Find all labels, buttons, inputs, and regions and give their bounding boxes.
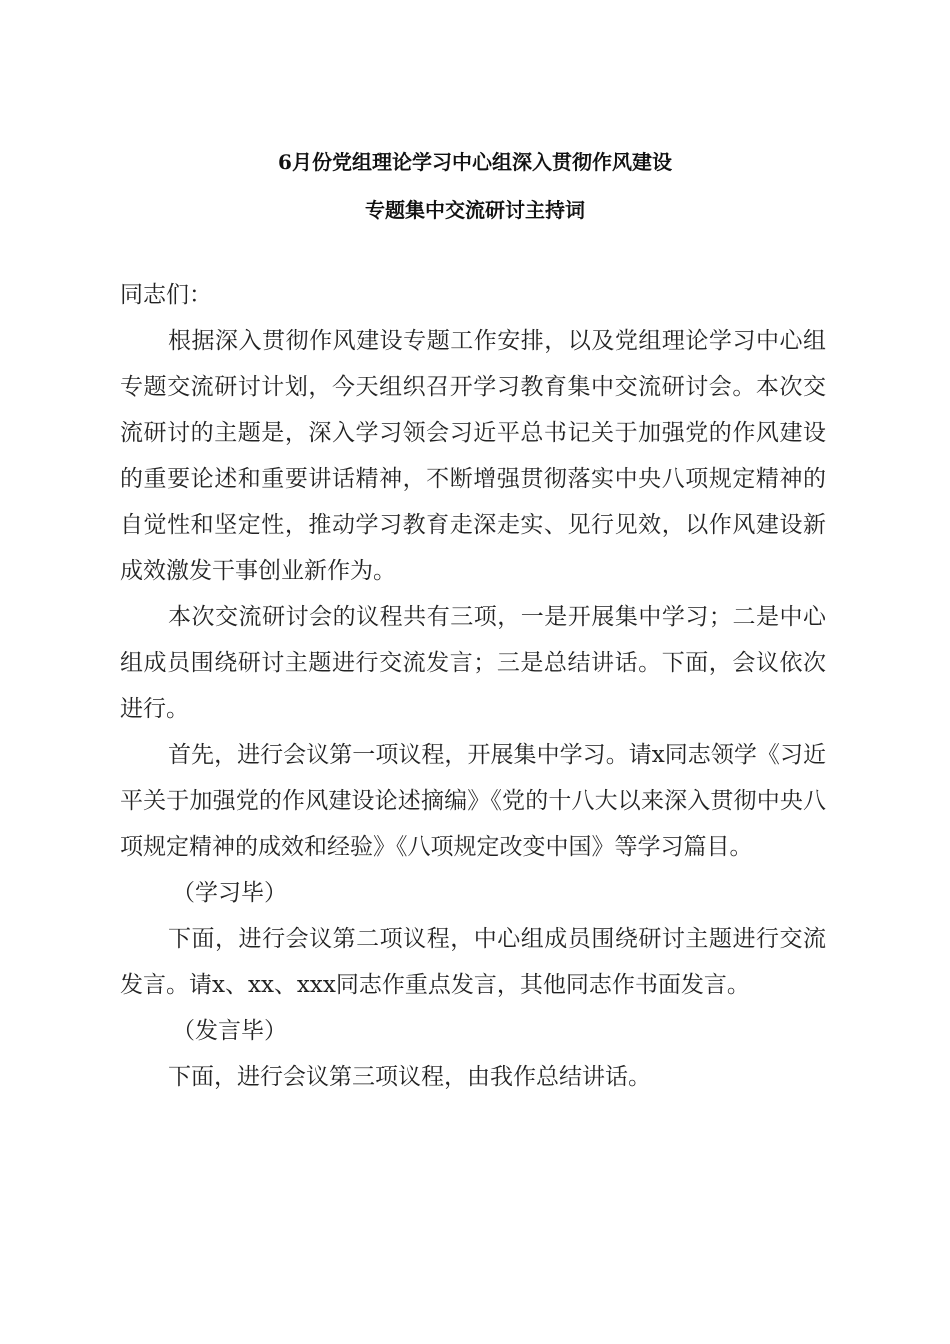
salutation: 同志们： xyxy=(120,282,212,308)
paragraph-first-item: 首先，进行会议第一项议程，开展集中学习。请x同志领学《习近平关于加强党的作风建设论述摘编》《党的十八大以来深入贯彻中央八项规定精神的成效和经验》《八项规定改变中国》等学习篇目。 xyxy=(120,742,826,860)
paragraph-second-item: 下面，进行会议第二项议程，中心组成员围绕研讨主题进行交流发言。请x、xx、xxx同志作重点发言，其他同志作书面发言。 xyxy=(120,926,826,998)
paragraph-intro: 根据深入贯彻作风建设专题工作安排，以及党组理论学习中心组专题交流研讨计划，今天组织召开学习教育集中交流研讨会。本次交流研讨的主题是，深入学习领会习近平总书记关于加强党的作风建设的重要论述和重要讲话精神，不断增强贯彻落实中央八项规定精神的自觉性和坚定性，推动学习教育走深走实、见行见效，以作风建设新成效激发干事创业新作为。 xyxy=(120,328,826,584)
paragraph-third-item: 下面，进行会议第三项议程，由我作总结讲话。 xyxy=(168,1064,651,1090)
paragraph-agenda: 本次交流研讨会的议程共有三项，一是开展集中学习；二是中心组成员围绕研讨主题进行交流发言；三是总结讲话。下面，会议依次进行。 xyxy=(120,604,826,722)
note-study-done: （学习毕） xyxy=(172,880,287,906)
note-speech-done: （发言毕） xyxy=(172,1018,287,1044)
document-body xyxy=(120,272,826,1100)
document-title xyxy=(0,138,950,234)
title-line-2: 专题集中交流研讨主持词 xyxy=(365,198,585,222)
title-line-1: 6月份党组理论学习中心组深入贯彻作风建设 xyxy=(278,150,672,174)
